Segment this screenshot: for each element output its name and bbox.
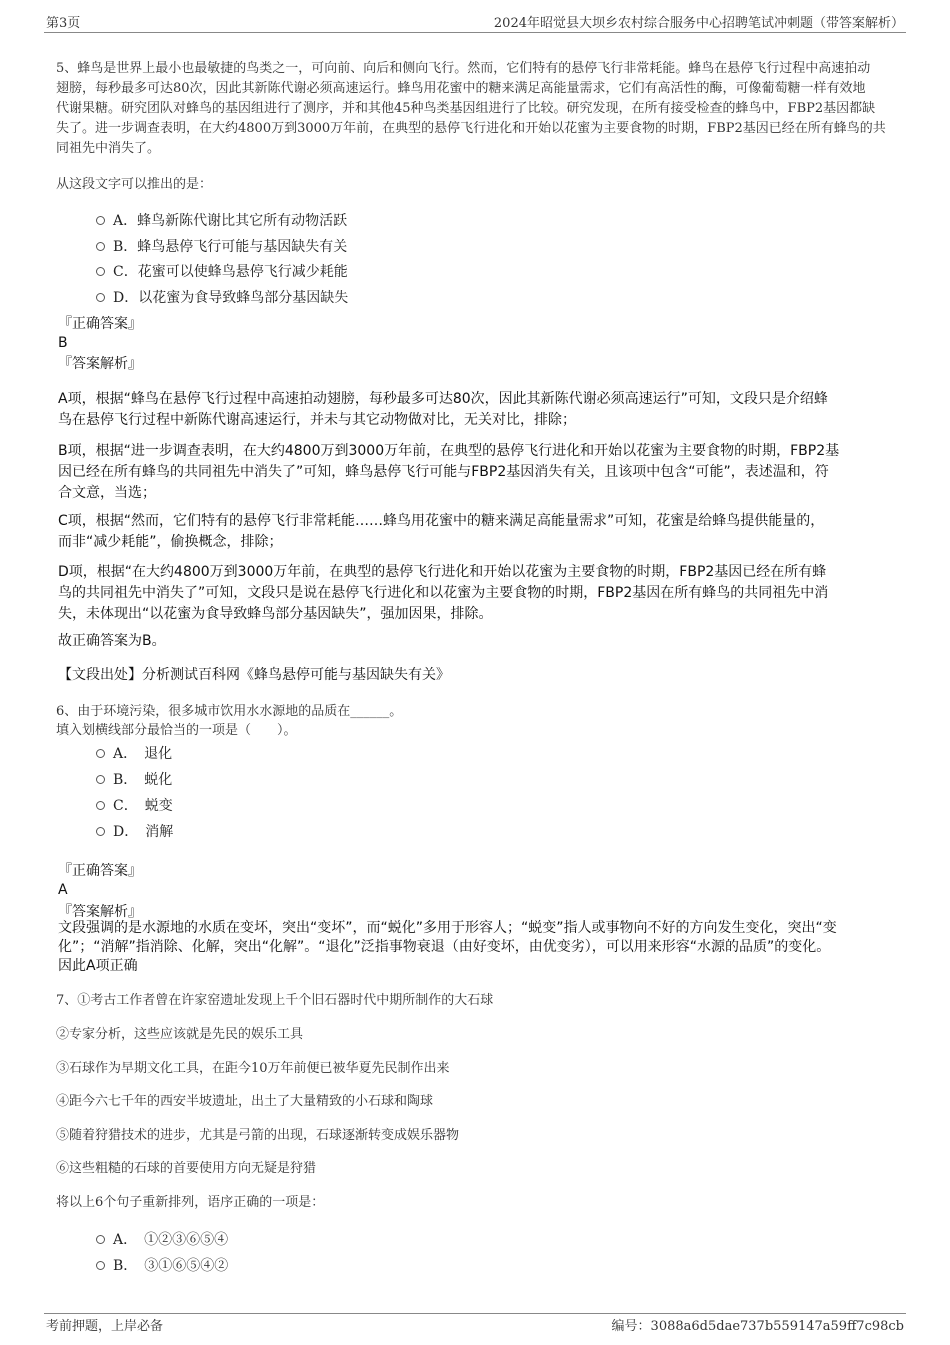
radio-icon[interactable] — [96, 216, 105, 225]
q6-analysis-label: 『答案解析』 — [58, 904, 142, 920]
analysis-line: 失，未体现出“以花蜜为食导致蜂鸟部分基因缺失”，强加因果，排除。 — [58, 606, 493, 622]
document-id: 编号：3088a6d5dae737b559147a59ff7c98cb — [611, 1319, 904, 1334]
footer-divider — [44, 1313, 906, 1314]
option-label: A．蜂鸟新陈代谢比其它所有动物活跃 — [113, 213, 348, 229]
q5-stem-line: 5、蜂鸟是世界上最小也最敏捷的鸟类之一，可向前、向后和侧向飞行。然而，它们特有的悬停飞行非常耗能。蜂鸟在悬停飞行过程中高速拍动 — [56, 61, 871, 76]
q5-conclusion: 故正确答案为B。 — [58, 633, 166, 649]
radio-icon[interactable] — [96, 1261, 105, 1270]
q5-option-d[interactable] — [96, 286, 348, 308]
radio-icon[interactable] — [96, 801, 105, 810]
radio-icon[interactable] — [96, 1235, 105, 1244]
q5-option-b[interactable] — [96, 235, 347, 257]
q5-analysis-c — [58, 511, 908, 553]
q5-analysis-d — [58, 562, 908, 625]
option-label: B． ③①⑥⑤④② — [113, 1258, 229, 1274]
analysis-line: 合文意，当选； — [58, 485, 156, 501]
q7-prompt: 将以上6个句子重新排列，语序正确的一项是： — [56, 1195, 325, 1210]
q7-option-a[interactable] — [96, 1228, 228, 1250]
option-label: A． 退化 — [113, 746, 173, 762]
option-label: C．花蜜可以使蜂鸟悬停飞行减少耗能 — [113, 264, 348, 280]
option-label: B． 蜕化 — [113, 772, 173, 788]
q6-option-b[interactable] — [96, 768, 172, 790]
radio-icon[interactable] — [96, 267, 105, 276]
analysis-line: 文段强调的是水源地的水质在变坏，突出“变坏”，而“蜕化”多用于形容人；“蜕变”指人或事物向不好的方向发生变化，突出“变 — [58, 920, 837, 936]
document-title: 2024年昭觉县大坝乡农村综合服务中心招聘笔试冲刺题（带答案解析） — [493, 16, 904, 31]
q5-analysis-a — [58, 389, 908, 431]
radio-icon[interactable] — [96, 775, 105, 784]
q6-answer: A — [58, 882, 68, 898]
radio-icon[interactable] — [96, 242, 105, 251]
q7-option-b[interactable] — [96, 1254, 228, 1276]
q5-analysis-label: 『答案解析』 — [58, 356, 142, 372]
q5-answer: B — [58, 335, 68, 351]
analysis-line: D项，根据“在大约4800万到3000万年前，在典型的悬停飞行进化和开始以花蜜为主要食物的时期，FBP2基因已经在所有蜂 — [58, 564, 827, 580]
q7-sentence-3: ③石球作为早期文化工具，在距今10万年前便已被华夏先民制作出来 — [56, 1061, 450, 1076]
q6-stem-line: 6、由于环境污染，很多城市饮用水水源地的品质在______。 — [56, 704, 403, 719]
q5-option-c[interactable] — [96, 260, 348, 282]
q5-source: 【文段出处】分析测试百科网《蜂鸟悬停可能与基因缺失有关》 — [58, 667, 450, 683]
analysis-line: B项，根据“进一步调查表明，在大约4800万到3000万年前，在典型的悬停飞行进化和开始以花蜜为主要食物的时期，FBP2基 — [58, 443, 840, 459]
q6-answer-label: 『正确答案』 — [58, 863, 142, 879]
q5-analysis-b — [58, 441, 908, 504]
option-label: D．以花蜜为食导致蜂鸟部分基因缺失 — [113, 290, 349, 306]
q5-stem-line: 失了。进一步调查表明，在大约4800万到3000万年前，在典型的悬停飞行进化和开始以花蜜为主要食物的时期，FBP2基因已经在所有蜂鸟的共 — [56, 121, 886, 136]
q5-stem — [56, 59, 916, 159]
radio-icon[interactable] — [96, 293, 105, 302]
footer-slogan: 考前押题，上岸必备 — [46, 1319, 164, 1334]
analysis-line: C项，根据“然而，它们特有的悬停飞行非常耗能……蜂鸟用花蜜中的糖来满足高能量需求”可知，花蜜是给蜂鸟提供能量的， — [58, 513, 825, 529]
q6-option-d[interactable] — [96, 820, 173, 842]
q7-sentence-4: ④距今六七千年的西安半坡遗址，出土了大量精致的小石球和陶球 — [56, 1094, 434, 1109]
q7-sentence-2: ②专家分析，这些应该就是先民的娱乐工具 — [56, 1027, 304, 1042]
q6-analysis — [58, 919, 908, 976]
q7-sentence-1: 7、①考古工作者曾在许家窑遗址发现上千个旧石器时代中期所制作的大石球 — [56, 993, 494, 1008]
analysis-line: A项，根据“蜂鸟在悬停飞行过程中高速拍动翅膀，每秒最多可达80次，因此其新陈代谢必须高速运行”可知，文段只是介绍蜂 — [58, 391, 828, 407]
q5-stem-line: 代谢果糖。研究团队对蜂鸟的基因组进行了测序，并和其他45种鸟类基因组进行了比较。研究发现，在所有接受检查的蜂鸟中，FBP2基因都缺 — [56, 101, 876, 116]
q5-stem-line: 翅膀，每秒最多可达80次，因此其新陈代谢必须高速运行。蜂鸟用花蜜中的糖来满足高能量需求，它们有高活性的酶，可像葡萄糖一样有效地 — [56, 81, 866, 96]
q6-stem-line: 填入划横线部分最恰当的一项是（ ）。 — [56, 723, 297, 738]
analysis-line: 鸟的共同祖先中消失了”可知，文段只是说在悬停飞行进化和以花蜜为主要食物的时期，FBP2基因在所有蜂鸟的共同祖先中消 — [58, 585, 829, 601]
header-divider — [44, 32, 906, 33]
option-label: B．蜂鸟悬停飞行可能与基因缺失有关 — [113, 239, 348, 255]
analysis-line: 因此A项正确 — [58, 958, 138, 974]
analysis-line: 而非“减少耗能”，偷换概念，排除； — [58, 534, 283, 550]
page-number: 第3页 — [46, 16, 81, 31]
q5-option-a[interactable] — [96, 209, 347, 231]
q7-sentence-5: ⑤随着狩猎技术的进步，尤其是弓箭的出现，石球逐渐转变成娱乐器物 — [56, 1128, 460, 1143]
option-label: D． 消解 — [113, 824, 174, 840]
analysis-line: 因已经在所有蜂鸟的共同祖先中消失了”可知，蜂鸟悬停飞行可能与FBP2基因消失有关，且该项中包含“可能”，表述温和，符 — [58, 464, 829, 480]
option-label: C． 蜕变 — [113, 798, 173, 814]
radio-icon[interactable] — [96, 749, 105, 758]
q6-stem — [56, 702, 402, 740]
q5-prompt: 从这段文字可以推出的是： — [56, 177, 213, 192]
q6-option-a[interactable] — [96, 742, 172, 764]
radio-icon[interactable] — [96, 827, 105, 836]
analysis-line: 化”；“消解”指消除、化解，突出“化解”。“退化”泛指事物衰退（由好变坏，由优变劣），可以用来形容“水源的品质”的变化。 — [58, 939, 831, 955]
option-label: A． ①②③⑥⑤④ — [113, 1232, 229, 1248]
analysis-line: 鸟在悬停飞行过程中新陈代谢高速运行，并未与其它动物做对比，无关对比，排除； — [58, 412, 576, 428]
q6-option-c[interactable] — [96, 794, 173, 816]
q5-answer-label: 『正确答案』 — [58, 316, 142, 332]
q5-stem-line: 同祖先中消失了。 — [56, 141, 161, 156]
q7-sentence-6: ⑥这些粗糙的石球的首要使用方向无疑是狩猎 — [56, 1161, 317, 1176]
